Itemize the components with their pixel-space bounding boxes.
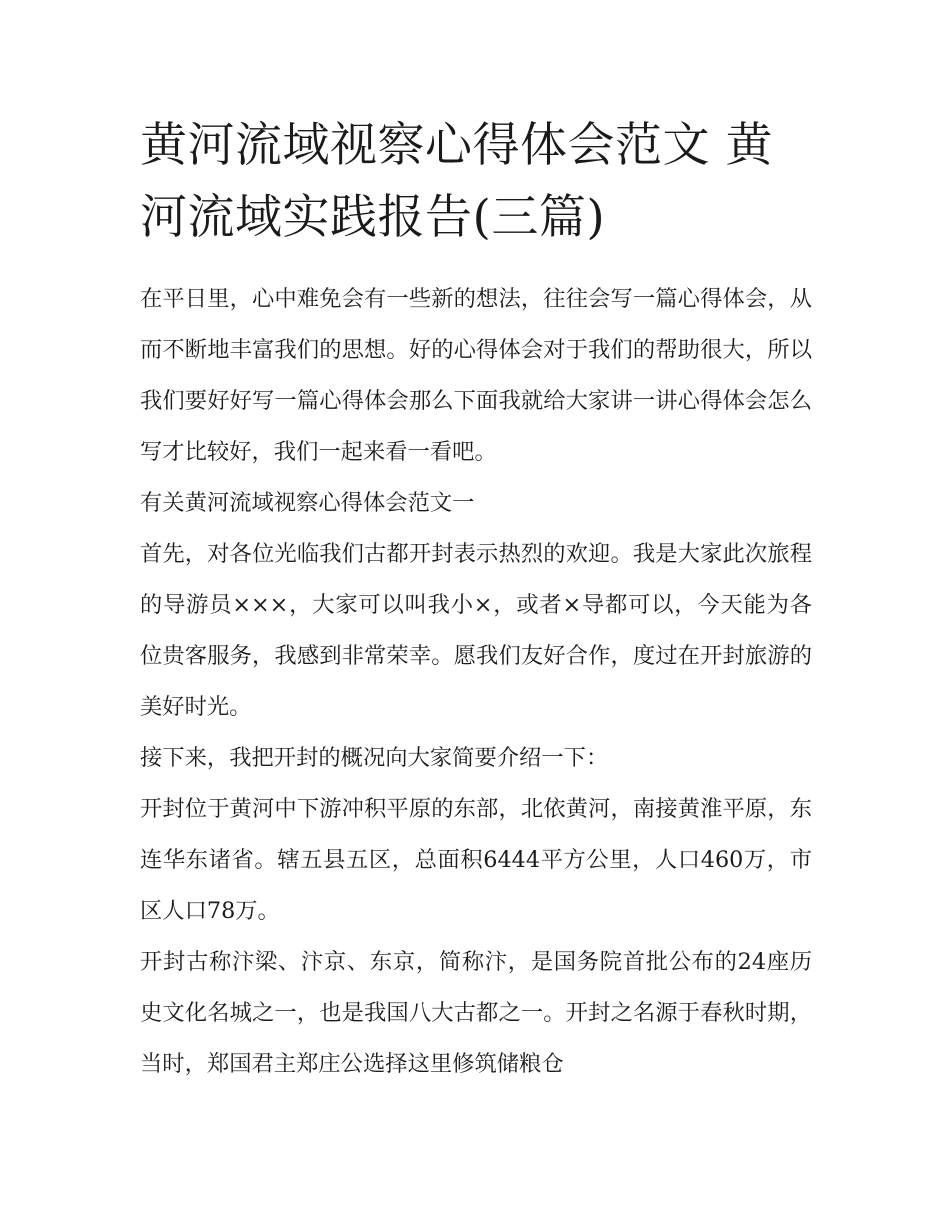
paragraph-location: 开封位于黄河中下游冲积平原的东部，北依黄河，南接黄淮平原，东连华东诸省。辖五县五区，总面积6444平方公里，人口460万，市区人口78万。	[140, 796, 812, 924]
paragraph-intro: 在平日里，心中难免会有一些新的想法，往往会写一篇心得体会，从而不断地丰富我们的思想。好的心得体会对于我们的帮助很大，所以我们要好好写一篇心得体会那么下面我就给大家讲一讲心得体会怎么写才比较好，我们一起来看一看吧。	[140, 286, 812, 465]
document-page	[140, 110, 812, 1090]
section-heading-one: 有关黄河流域视察心得体会范文一	[140, 490, 475, 516]
paragraph-overview-lead: 接下来，我把开封的概况向大家简要介绍一下：	[140, 745, 609, 771]
paragraph-history: 开封古称汴梁、汴京、东京，简称汴，是国务院首批公布的24座历史文化名城之一，也是我国八大古都之一。开封之名源于春秋时期，当时，郑国君主郑庄公选择这里修筑储粮仓	[140, 949, 812, 1077]
paragraph-welcome: 首先，对各位光临我们古都开封表示热烈的欢迎。我是大家此次旅程的导游员×××，大家可以叫我小×，或者×导都可以，今天能为各位贵客服务，我感到非常荣幸。愿我们友好合作，度过在开封旅游的美好时光。	[140, 541, 812, 720]
document-title: 黄河流域视察心得体会范文 黄河流域实践报告(三篇)	[140, 118, 773, 245]
